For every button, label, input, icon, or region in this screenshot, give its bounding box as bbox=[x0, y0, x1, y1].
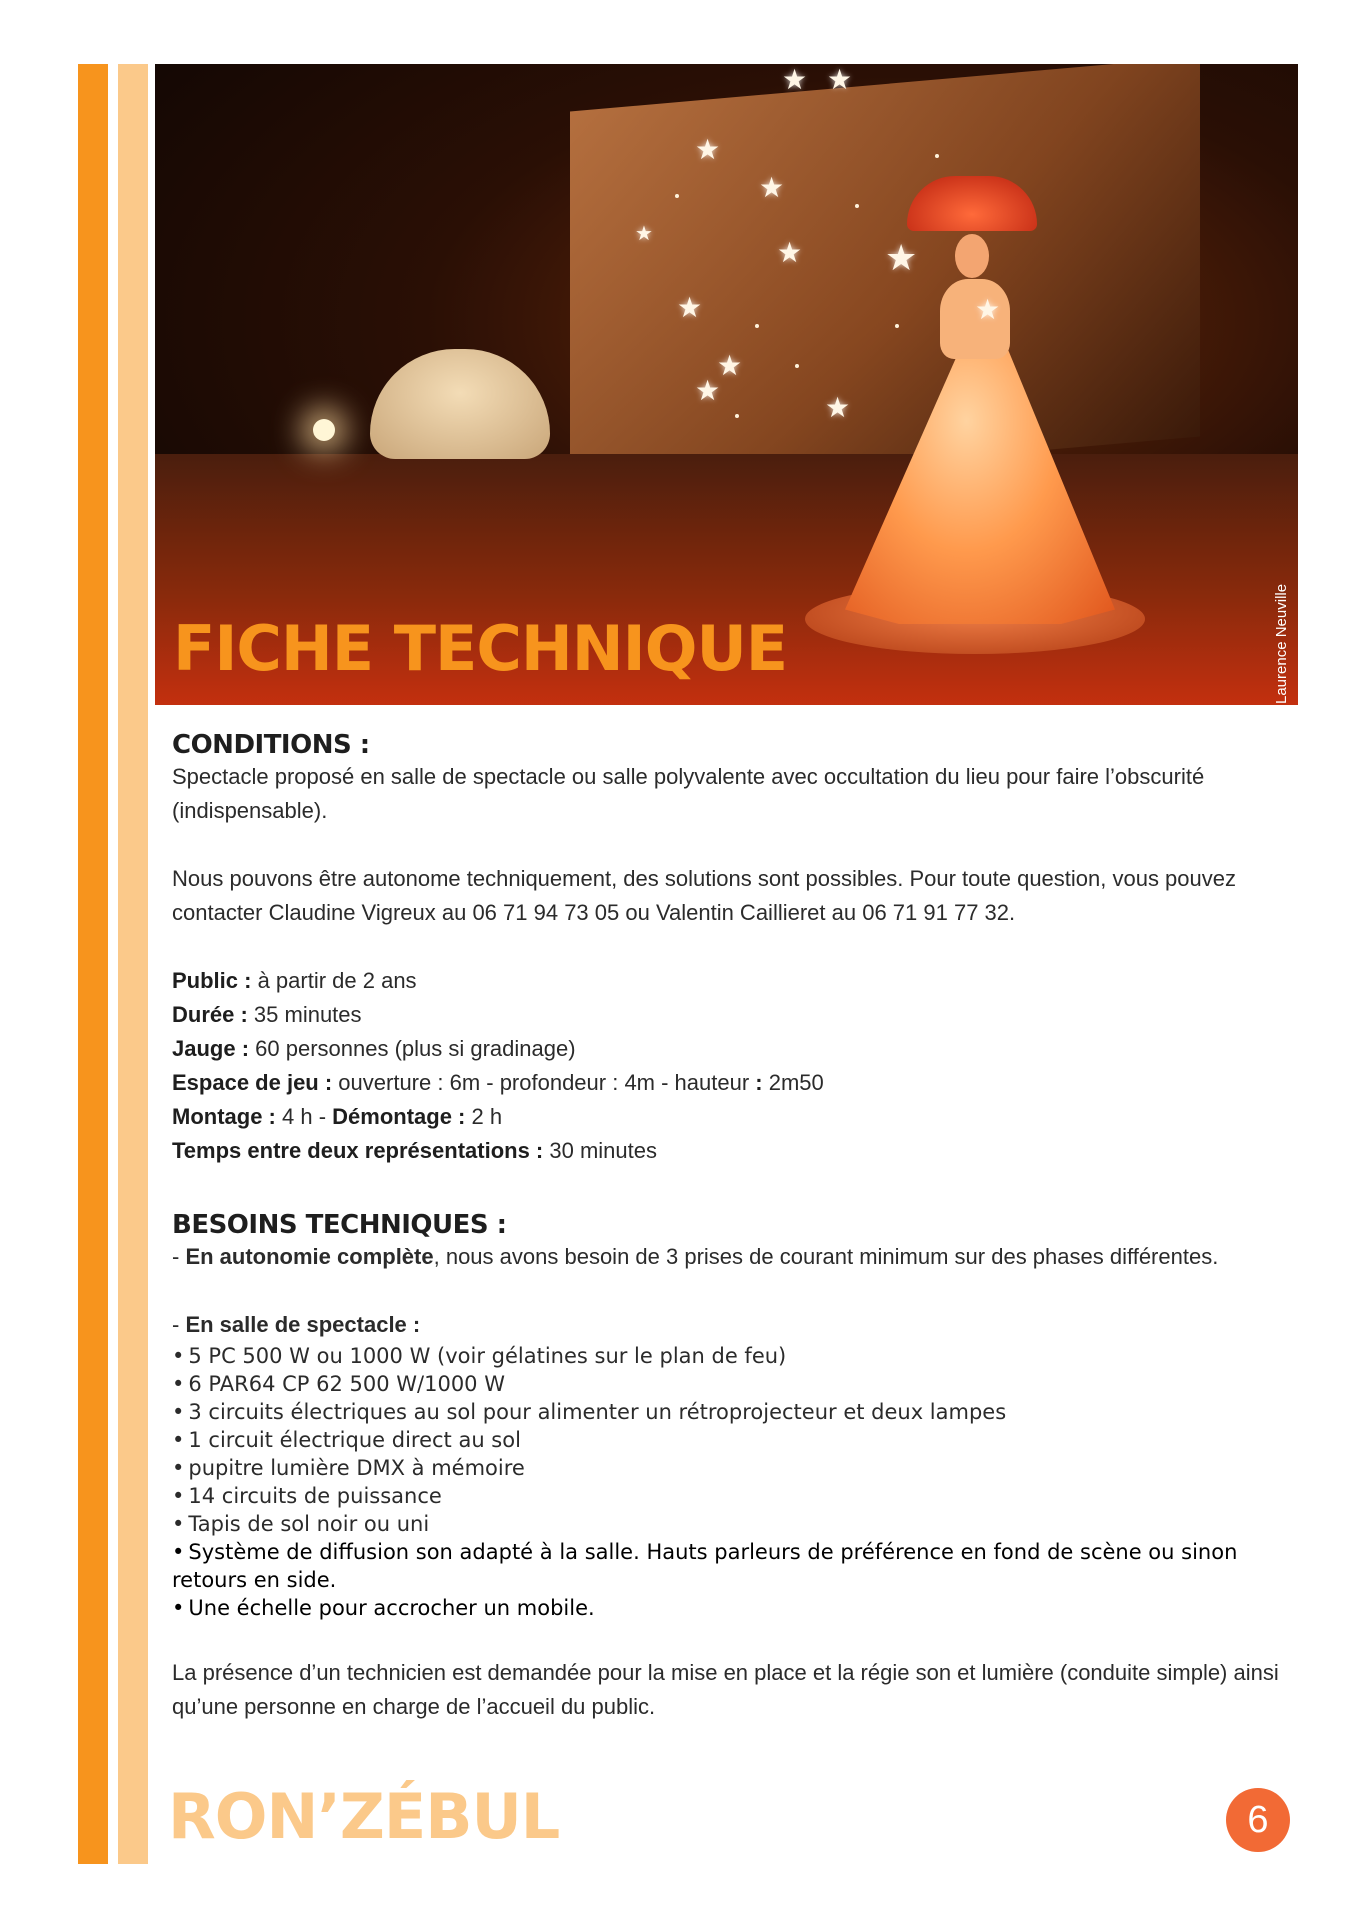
besoins-salle: - En salle de spectacle : bbox=[172, 1312, 421, 1337]
umbrella-prop bbox=[370, 349, 550, 459]
sparkle-dot bbox=[855, 204, 859, 208]
spec-public: Public : à partir de 2 ans bbox=[172, 968, 417, 993]
star-icon: ★ bbox=[777, 237, 803, 268]
spec-montage: Montage : 4 h - Démontage : 2 h bbox=[172, 1104, 503, 1129]
sparkle-dot bbox=[735, 414, 739, 418]
brand-footer: RON’ZÉBUL bbox=[168, 1780, 560, 1853]
list-item: • 3 circuits électriques au sol pour alimenter un rétroprojecteur et deux lampes bbox=[172, 1398, 1282, 1426]
spec-duree: Durée : 35 minutes bbox=[172, 1002, 362, 1027]
equipment-list bbox=[172, 1342, 1282, 1622]
hero-photo bbox=[155, 64, 1298, 705]
left-accent-bar-light bbox=[118, 64, 148, 1864]
list-item: • 5 PC 500 W ou 1000 W (voir gélatines sur le plan de feu) bbox=[172, 1342, 1282, 1370]
besoins-autonomie: - En autonomie complète, nous avons besoin de 3 prises de courant minimum sur des phases différentes. bbox=[172, 1244, 1219, 1269]
star-icon: ★ bbox=[759, 172, 785, 203]
star-icon: ★ bbox=[782, 64, 808, 95]
page-title: FICHE TECHNIQUE bbox=[173, 612, 788, 685]
star-icon: ★ bbox=[717, 350, 743, 381]
star-icon: ★ bbox=[635, 223, 653, 245]
star-icon: ★ bbox=[695, 375, 721, 406]
sparkle-dot bbox=[935, 154, 939, 158]
besoins-closing: La présence d’un technicien est demandée pour la mise en place et la régie son et lumière (conduite simple) ainsi qu’une personne en charge de l’accueil du public. bbox=[172, 1660, 1279, 1719]
sparkle-dot bbox=[675, 194, 679, 198]
list-item: • Système de diffusion son adapté à la salle. Hauts parleurs de préférence en fond de scène ou sinon retours en side. bbox=[172, 1538, 1282, 1594]
star-icon: ★ bbox=[825, 392, 851, 423]
star-icon: ★ bbox=[885, 237, 918, 278]
page-number-badge: 6 bbox=[1226, 1788, 1290, 1852]
spec-espace-de-jeu: Espace de jeu : ouverture : 6m - profondeur : 4m - hauteur : 2m50 bbox=[172, 1070, 824, 1095]
sparkle-dot bbox=[895, 324, 899, 328]
star-icon: ★ bbox=[827, 64, 853, 95]
stage-lamp bbox=[313, 419, 335, 441]
puppet-head bbox=[955, 234, 989, 278]
photo-credit: Laurence Neuville bbox=[1273, 583, 1290, 704]
spec-temps: Temps entre deux représentations : 30 minutes bbox=[172, 1138, 657, 1163]
besoins-heading: BESOINS TECHNIQUES : bbox=[172, 1210, 507, 1240]
spec-jauge: Jauge : 60 personnes (plus si gradinage) bbox=[172, 1036, 576, 1061]
list-item: • Une échelle pour accrocher un mobile. bbox=[172, 1594, 1282, 1622]
list-item: • Tapis de sol noir ou uni bbox=[172, 1510, 1282, 1538]
spec-list bbox=[172, 964, 1282, 1168]
list-item: • 14 circuits de puissance bbox=[172, 1482, 1282, 1510]
list-item: • pupitre lumière DMX à mémoire bbox=[172, 1454, 1282, 1482]
star-icon: ★ bbox=[695, 134, 721, 165]
list-item: • 1 circuit électrique direct au sol bbox=[172, 1426, 1282, 1454]
left-accent-bar-dark bbox=[78, 64, 108, 1864]
star-icon: ★ bbox=[677, 292, 703, 323]
sparkle-dot bbox=[795, 364, 799, 368]
conditions-paragraph-1: Spectacle proposé en salle de spectacle ou salle polyvalente avec occultation du lieu pour faire l’obscurité (indispensable). bbox=[172, 764, 1205, 823]
conditions-paragraph-2: Nous pouvons être autonome techniquement, des solutions sont possibles. Pour toute question, vous pouvez contacter Claudine Vigreux au 06 71 94 73 05 ou Valentin Caillieret au 06 71 91 77 32. bbox=[172, 866, 1237, 925]
sparkle-dot bbox=[755, 324, 759, 328]
conditions-heading: CONDITIONS : bbox=[172, 730, 370, 760]
star-icon: ★ bbox=[975, 294, 1001, 325]
main-content bbox=[172, 730, 1282, 1724]
list-item: • 6 PAR64 CP 62 500 W/1000 W bbox=[172, 1370, 1282, 1398]
